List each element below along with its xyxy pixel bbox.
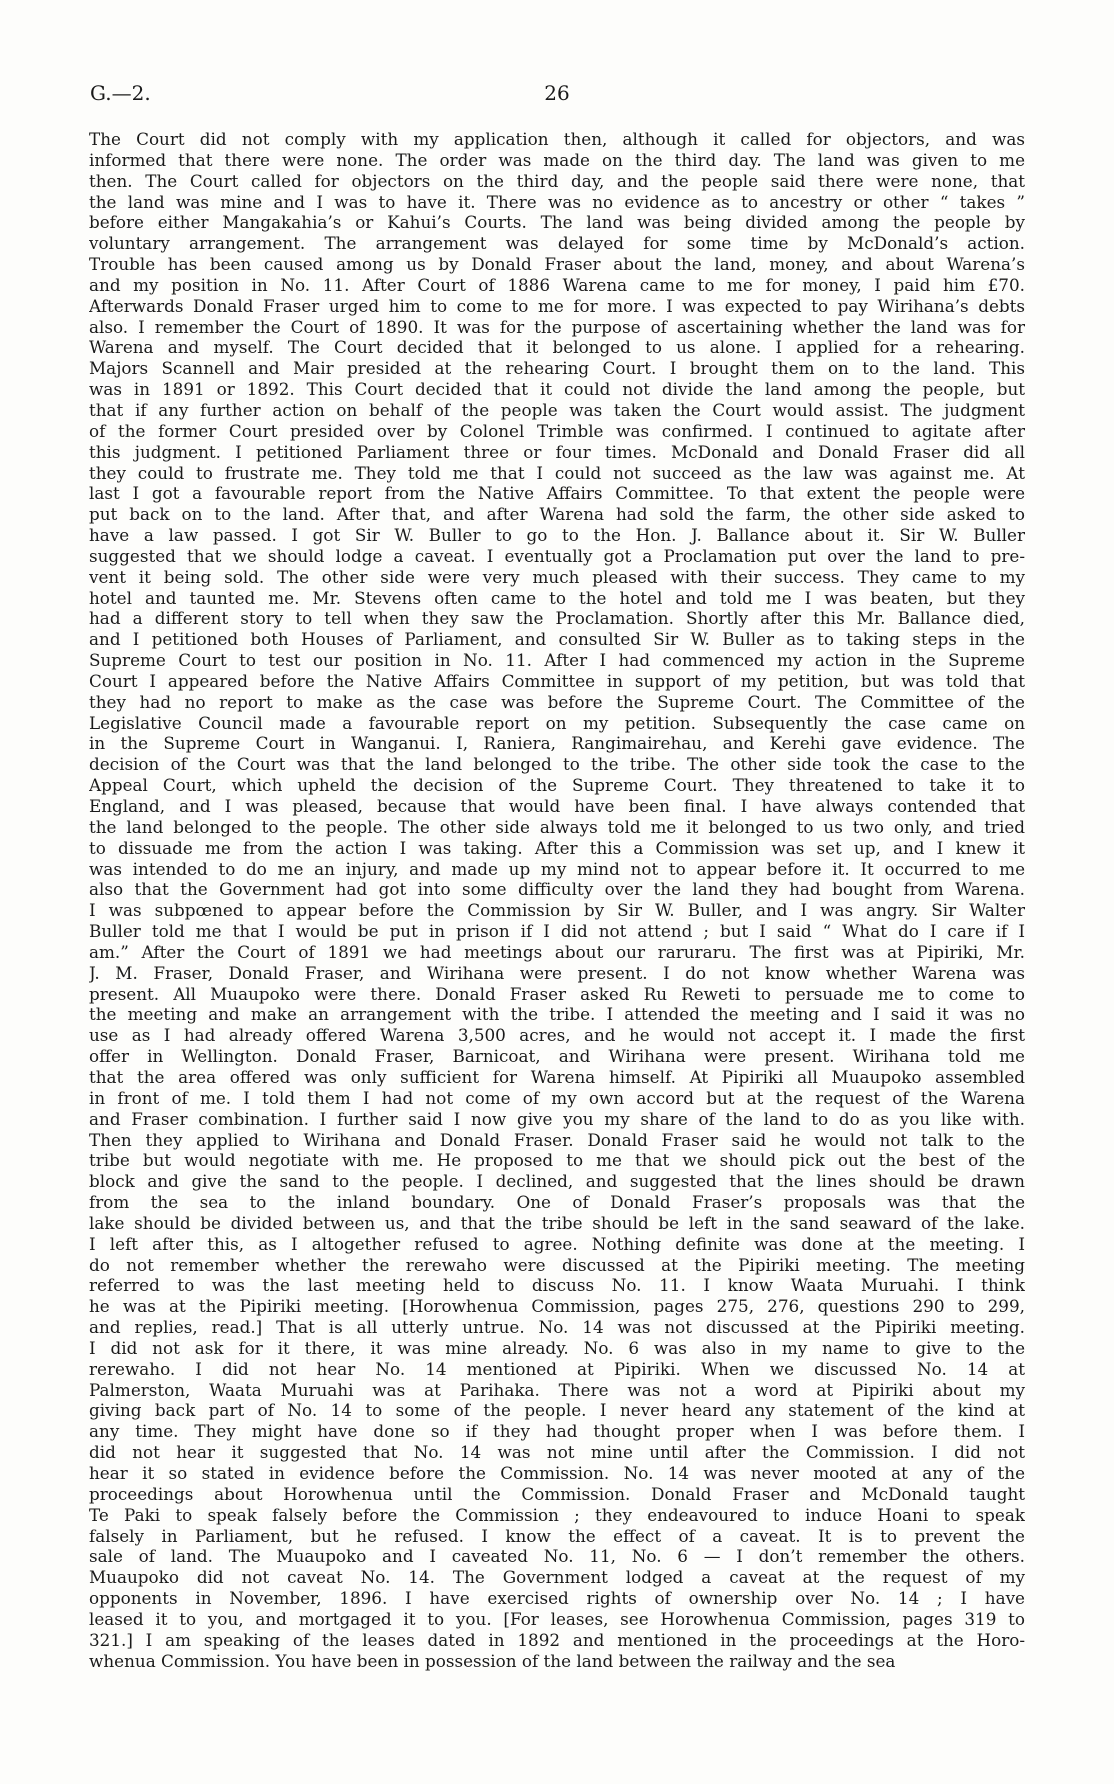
text-line: tribe but would negotiate with me. He proposed to me that we should pick out the best of the (89, 1150, 1025, 1171)
text-line: did not hear it suggested that No. 14 was not mine until after the Commission. I did not (89, 1442, 1025, 1463)
text-line: was intended to do me an injury, and made up my mind not to appear before it. It occurred to me (89, 858, 1025, 879)
text-line: to dissuade me from the action I was taking. After this a Commission was set up, and I knew it (89, 837, 1025, 858)
text-line: decision of the Court was that the land belonged to the tribe. The other side took the case to the (89, 754, 1025, 775)
text-line: block and give the sand to the people. I declined, and suggested that the lines should be drawn (89, 1171, 1025, 1192)
text-line: The Court did not comply with my application then, although it called for objectors, and was (89, 129, 1025, 149)
text-line: hear it so stated in evidence before the Commission. No. 14 was never mooted at any of the (89, 1463, 1025, 1483)
text-line: the meeting and make an arrangement with the tribe. I attended the meeting and I said it was no (89, 1004, 1025, 1025)
text-line: falsely in Parliament, but he refused. I know the effect of a caveat. It is to prevent the (89, 1525, 1025, 1546)
text-line: referred to was the last meeting held to discuss No. 11. I know Waata Muruahi. I think (89, 1275, 1025, 1296)
text-line: they had no report to make as the case was before the Supreme Court. The Committee of the (89, 691, 1025, 712)
page-number: 26 (544, 81, 570, 105)
text-line: Afterwards Donald Fraser urged him to come to me for more. I was expected to pay Wirihana’s debts (89, 295, 1025, 316)
text-line: opponents in November, 1896. I have exercised rights of ownership over No. 14 ; I have (89, 1588, 1025, 1609)
text-line: the land belonged to the people. The other side always told me it belonged to us two only, and tried (89, 816, 1025, 837)
text-line: also. I remember the Court of 1890. It was for the purpose of ascertaining whether the land was for (89, 316, 1025, 337)
text-line: of the former Court presided over by Colonel Trimble was confirmed. I continued to agitate after (89, 420, 1025, 441)
text-line: Muaupoko did not caveat No. 14. The Government lodged a caveat at the request of my (89, 1567, 1025, 1588)
text-line: Supreme Court to test our position in No. 11. After I had commenced my action in the Supreme (89, 650, 1025, 671)
text-line: any time. They might have done so if they had thought proper when I was before them. I (89, 1421, 1025, 1442)
text-line: informed that there were none. The order was made on the third day. The land was given to me (89, 149, 1025, 170)
document-reference: G.—2. (90, 81, 151, 105)
text-line: Te Paki to speak falsely before the Commission ; they endeavoured to induce Hoani to speak (89, 1504, 1025, 1525)
text-line: leased it to you, and mortgaged it to you. [For leases, see Horowhenua Commission, pages 319 to (89, 1608, 1025, 1629)
text-line: I did not ask for it there, it was mine already. No. 6 was also in my name to give to the (89, 1337, 1025, 1358)
text-line: was in 1891 or 1892. This Court decided that it could not divide the land among the people, but (89, 379, 1025, 400)
text-line: they could to frustrate me. They told me that I could not succeed as the law was against me. At (89, 462, 1025, 483)
text-line: J. M. Fraser, Donald Fraser, and Wirihana were present. I do not know whether Warena was (89, 962, 1025, 983)
text-line: sale of land. The Muaupoko and I caveated No. 11, No. 6 — I don’t remember the others. (89, 1546, 1025, 1567)
text-line: proceedings about Horowhenua until the Commission. Donald Fraser and McDonald taught (89, 1483, 1025, 1504)
text-line: Then they applied to Wirihana and Donald Fraser. Donald Fraser said he would not talk to the (89, 1129, 1025, 1150)
text-line: giving back part of No. 14 to some of the people. I never heard any statement of the kind at (89, 1400, 1025, 1421)
text-line: England, and I was pleased, because that would have been final. I have always contended that (89, 796, 1025, 816)
text-line: present. All Muaupoko were there. Donald Fraser asked Ru Reweti to persuade me to come to (89, 983, 1025, 1004)
text-line: that the area offered was only sufficient for Warena himself. At Pipiriki all Muaupoko assembled (89, 1066, 1025, 1087)
text-line: whenua Commission. You have been in possession of the land between the railway and the sea (89, 1650, 896, 1671)
text-line: and replies, read.] That is all utterly untrue. No. 14 was not discussed at the Pipiriki meeting. (89, 1317, 1025, 1338)
text-line: and Fraser combination. I further said I now give you my share of the land to do as you like with. (89, 1108, 1025, 1129)
text-line: Court I appeared before the Native Affairs Committee in support of my petition, but was told that (89, 670, 1025, 691)
text-line: Buller told me that I would be put in prison if I did not attend ; but I said “ What do I care if I (89, 921, 1025, 942)
text-line: lake should be divided between us, and that the tribe should be left in the sand seaward of the lake. (89, 1212, 1025, 1233)
text-line: Appeal Court, which upheld the decision of the Supreme Court. They threatened to take it to (89, 775, 1025, 796)
text-line: put back on to the land. After that, and after Warena had sold the farm, the other side asked to (89, 504, 1025, 525)
text-line: offer in Wellington. Donald Fraser, Barnicoat, and Wirihana were present. Wirihana told me (89, 1046, 1025, 1067)
text-line: do not remember whether the rerewaho were discussed at the Pipiriki meeting. The meeting (89, 1254, 1025, 1275)
text-line: I was subpœned to appear before the Commission by Sir W. Buller, and I was angry. Sir Walter (89, 900, 1025, 921)
text-line: Trouble has been caused among us by Donald Fraser about the land, money, and about Warena’s (89, 254, 1025, 275)
text-line: then. The Court called for objectors on the third day, and the people said there were none, that (89, 170, 1025, 191)
text-line: Majors Scannell and Mair presided at the rehearing Court. I brought them on to the land. This (89, 358, 1025, 379)
text-line: suggested that we should lodge a caveat. I eventually got a Proclamation put over the land to pre- (89, 545, 1025, 566)
text-line: in the Supreme Court in Wanganui. I, Raniera, Rangimairehau, and Kerehi gave evidence. The (89, 733, 1025, 754)
text-line: Legislative Council made a favourable report on my petition. Subsequently the case came on (89, 712, 1025, 733)
text-line: have a law passed. I got Sir W. Buller to go to the Hon. J. Ballance about it. Sir W. Buller (89, 525, 1025, 546)
text-line: before either Mangakahia’s or Kahui’s Courts. The land was being divided among the people by (89, 212, 1025, 233)
text-line: that if any further action on behalf of the people was taken the Court would assist. The judgment (89, 399, 1025, 420)
text-line: use as I had already offered Warena 3,500 acres, and he would not accept it. I made the first (89, 1025, 1025, 1046)
text-line: voluntary arrangement. The arrangement was delayed for some time by McDonald’s action. (89, 233, 1025, 254)
body-text (89, 129, 1025, 1671)
text-line: the land was mine and I was to have it. There was no evidence as to ancestry or other “ takes ” (89, 191, 1025, 212)
text-line: am.” After the Court of 1891 we had meetings about our raruraru. The first was at Pipiriki, Mr. (89, 941, 1025, 962)
text-line: and my position in No. 11. After Court of 1886 Warena came to me for money, I paid him £70. (89, 274, 1025, 295)
text-line: he was at the Pipiriki meeting. [Horowhenua Commission, pages 275, 276, questions 290 to 299, (89, 1296, 1025, 1317)
text-line: and I petitioned both Houses of Parliament, and consulted Sir W. Buller as to taking steps in the (89, 629, 1025, 650)
text-line: 321.] I am speaking of the leases dated in 1892 and mentioned in the proceedings at the Horo- (89, 1629, 1025, 1650)
text-line: in front of me. I told them I had not come of my own accord but at the request of the Warena (89, 1087, 1025, 1108)
text-line: this judgment. I petitioned Parliament three or four times. McDonald and Donald Fraser did all (89, 441, 1025, 462)
text-line: Palmerston, Waata Muruahi was at Parihaka. There was not a word at Pipiriki about my (89, 1379, 1025, 1400)
page-header (90, 78, 1024, 108)
text-line: also that the Government had got into some difficulty over the land they had bought from Warena. (89, 879, 1025, 900)
text-line: hotel and taunted me. Mr. Stevens often came to the hotel and told me I was beaten, but they (89, 587, 1025, 608)
text-line: vent it being sold. The other side were very much pleased with their success. They came to my (89, 566, 1025, 587)
text-line: last I got a favourable report from the Native Affairs Committee. To that extent the people were (89, 483, 1025, 504)
text-line: had a different story to tell when they saw the Proclamation. Shortly after this Mr. Ballance died, (89, 608, 1025, 629)
text-line: from the sea to the inland boundary. One of Donald Fraser’s proposals was that the (89, 1192, 1025, 1213)
text-line: Warena and myself. The Court decided that it belonged to us alone. I applied for a rehearing. (89, 337, 1025, 358)
text-line: I left after this, as I altogether refused to agree. Nothing definite was done at the meeting. I (89, 1233, 1025, 1254)
text-line: rerewaho. I did not hear No. 14 mentioned at Pipiriki. When we discussed No. 14 at (89, 1358, 1025, 1379)
